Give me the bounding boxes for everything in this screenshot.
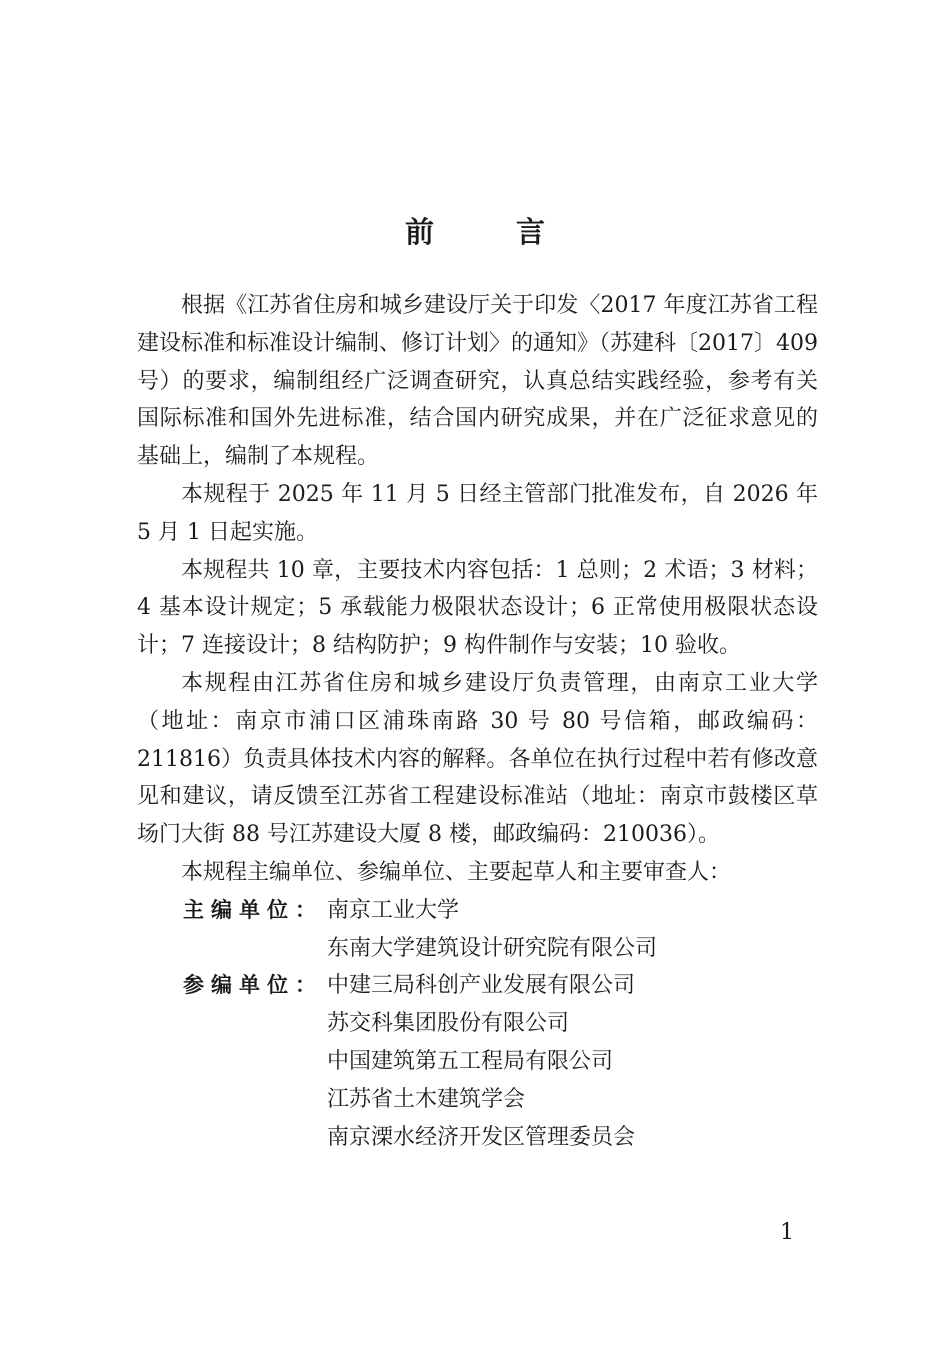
page-title: 前 言 bbox=[404, 215, 582, 249]
participating-unit-name: 江苏省土木建筑学会 bbox=[327, 1086, 526, 1112]
list-item bbox=[137, 1081, 818, 1119]
list-item bbox=[137, 967, 818, 1005]
participating-unit-name: 南京溧水经济开发区管理委员会 bbox=[327, 1124, 636, 1150]
participating-unit-name: 中建三局科创产业发展有限公司 bbox=[327, 973, 636, 999]
chief-units-list bbox=[137, 892, 818, 968]
participating-unit-name: 中国建筑第五工程局有限公司 bbox=[327, 1048, 614, 1074]
document-body bbox=[137, 287, 818, 1156]
paragraph-contents: 本规程共 10 章，主要技术内容包括：1 总则；2 术语；3 材料；4 基本设计规定；5 承载能力极限状态设计；6 正常使用极限状态设计；7 连接设计；8 结构防护；9 构件制作与安装；10 验收。 bbox=[137, 557, 818, 659]
paragraph-effective-date: 本规程于 2025 年 11 月 5 日经主管部门批准发布，自 2026 年 5 月 1 日起实施。 bbox=[137, 481, 818, 545]
paragraph-management: 本规程由江苏省住房和城乡建设厅负责管理，由南京工业大学（地址：南京市浦口区浦珠南路 30 号 80 号信箱，邮政编码：211816）负责具体技术内容的解释。各单位在执行过程中若有修改意见和建议，请反馈至江苏省工程建设标准站（地址：南京市鼓楼区草场门大街 88 号江苏建设大厦 8 楼，邮政编码：210036）。 bbox=[137, 670, 818, 848]
paragraph-units-intro: 本规程主编单位、参编单位、主要起草人和主要审查人： bbox=[181, 859, 732, 885]
participating-units-list bbox=[137, 967, 818, 1156]
list-item bbox=[137, 892, 818, 930]
list-item bbox=[137, 1043, 818, 1081]
chief-unit-name: 东南大学建筑设计研究院有限公司 bbox=[327, 935, 658, 961]
participating-units-label: 参编单位： bbox=[183, 973, 323, 998]
chief-units-label: 主编单位： bbox=[183, 897, 323, 922]
chief-unit-name: 南京工业大学 bbox=[327, 897, 460, 923]
list-item bbox=[137, 1005, 818, 1043]
paragraph-basis: 根据《江苏省住房和城乡建设厅关于印发〈2017 年度江苏省工程建设标准和标准设计编制、修订计划〉的通知》（苏建科〔2017〕409 号）的要求，编制组经广泛调查研究，认真总结实践经验，参考有关国际标准和国外先进标准，结合国内研究成果，并在广泛征求意见的基础上，编制了本规程。 bbox=[137, 293, 818, 470]
list-item bbox=[137, 1119, 818, 1157]
list-item bbox=[137, 930, 818, 968]
participating-unit-name: 苏交科集团股份有限公司 bbox=[327, 1011, 570, 1037]
page-number: 1 bbox=[780, 1220, 794, 1245]
